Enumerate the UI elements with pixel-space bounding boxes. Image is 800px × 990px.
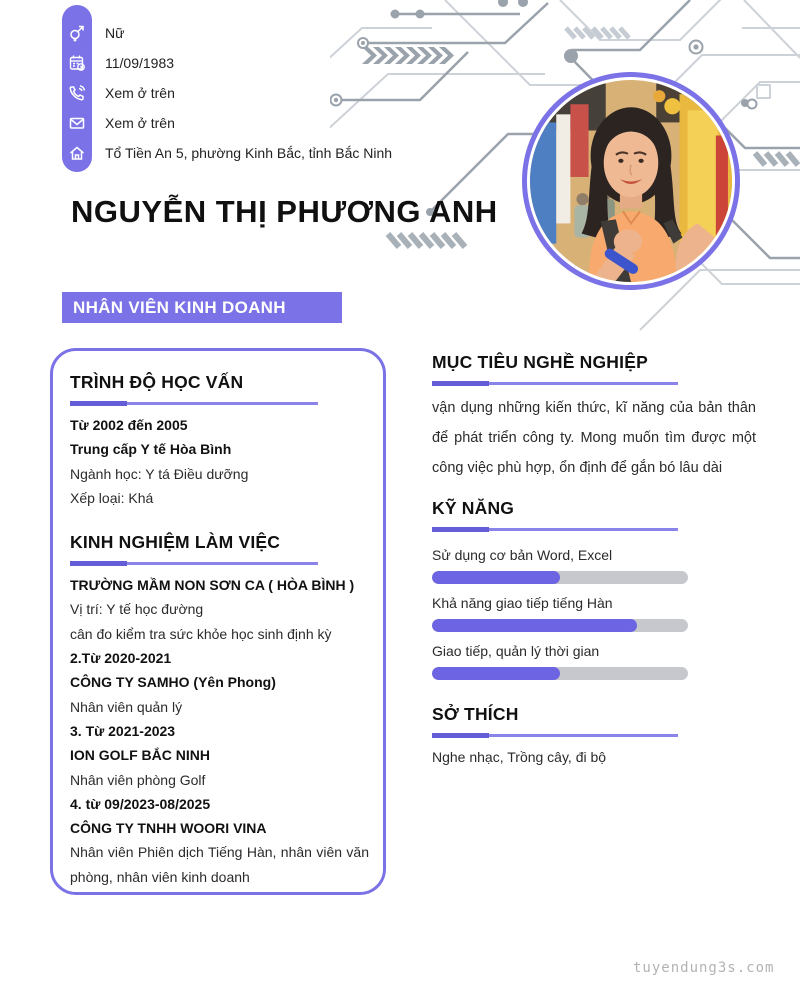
education-line: Ngành học: Y tá Điều dưỡng <box>70 465 249 482</box>
gender-value: Nữ <box>105 25 125 41</box>
experience-line: ION GOLF BẮC NINH <box>70 747 210 764</box>
skill-bar <box>432 571 688 584</box>
email-icon <box>62 114 92 132</box>
contact-row-birthdate <box>62 48 174 78</box>
hobbies-text: Nghe nhạc, Trồng cây, đi bộ <box>432 748 607 765</box>
skill-label: Giao tiếp, quản lý thời gian <box>432 642 600 659</box>
contact-row-phone <box>62 78 175 108</box>
experience-heading: KINH NGHIỆM LÀM VIỆC <box>70 532 281 553</box>
experience-line: 2.Từ 2020-2021 <box>70 650 172 667</box>
address-value: Tổ Tiền An 5, phường Kinh Bắc, tỉnh Bắc Ninh <box>105 145 393 161</box>
birthdate-value: 11/09/1983 <box>105 55 175 71</box>
experience-underline <box>70 562 318 565</box>
contact-row-email <box>62 108 175 138</box>
experience-line: Nhân viên Phiên dịch Tiếng Hàn, nhân viên văn phòng, nhân viên kinh doanh <box>70 844 369 885</box>
education-line: Xếp loại: Khá <box>70 489 154 506</box>
calendar-icon <box>62 54 92 72</box>
right-column <box>432 352 756 765</box>
objective-heading: MỤC TIÊU NGHỀ NGHIỆP <box>432 352 648 372</box>
skills-heading: KỸ NĂNG <box>432 497 515 518</box>
email-value: Xem ở trên <box>105 115 175 131</box>
experience-line: Vị trí: Y tế học đường <box>70 601 204 618</box>
education-line: Trung cấp Y tế Hòa Bình <box>70 441 232 458</box>
home-icon <box>62 144 92 162</box>
candidate-name: NGUYỄN THỊ PHƯƠNG ANH <box>71 194 498 229</box>
phone-icon <box>62 84 92 102</box>
education-line: Từ 2002 đến 2005 <box>70 417 188 433</box>
experience-lines <box>70 573 369 889</box>
hobbies-underline <box>432 734 678 737</box>
experience-line: CÔNG TY SAMHO (Yên Phong) <box>70 674 276 691</box>
objective-text: vận dụng những kiến thức, kĩ năng của bản thân để phát triển công ty. Mong muốn tìm được một công việc phù hợp, ổn định để gắn bó lâu dài <box>432 400 756 476</box>
hobbies-section <box>432 704 756 765</box>
job-title-badge: NHÂN VIÊN KINH DOANH <box>62 292 342 323</box>
contact-row-gender <box>62 18 124 48</box>
profile-photo-frame <box>522 72 740 290</box>
experience-line: Nhân viên phòng Golf <box>70 771 206 788</box>
left-column-box <box>50 348 386 895</box>
skill-bar-fill <box>432 571 560 584</box>
skills-underline <box>432 528 678 531</box>
skill-bar-fill <box>432 619 637 632</box>
experience-line: TRƯỜNG MẦM NON SƠN CA ( HÒA BÌNH ) <box>70 577 355 594</box>
experience-line: 3. Từ 2021-2023 <box>70 722 176 739</box>
skill-label: Khả năng giao tiếp tiếng Hàn <box>432 594 613 611</box>
experience-line: cân đo kiểm tra sức khỏe học sinh định kỳ <box>70 625 332 642</box>
phone-value: Xem ở trên <box>105 85 175 101</box>
gender-icon <box>62 24 92 42</box>
education-underline <box>70 402 318 405</box>
objective-underline <box>432 382 678 385</box>
profile-photo <box>530 80 732 282</box>
skill-label: Sử dụng cơ bản Word, Excel <box>432 546 613 563</box>
watermark: tuyendung3s.com <box>633 960 775 976</box>
hobbies-heading: SỞ THÍCH <box>432 703 519 724</box>
experience-line: CÔNG TY TNHH WOORI VINA <box>70 820 267 837</box>
skill-bar-fill <box>432 667 560 680</box>
experience-line: 4. từ 09/2023-08/2025 <box>70 795 211 812</box>
skill-bar <box>432 667 688 680</box>
education-lines <box>70 413 369 510</box>
skill-bar <box>432 619 688 632</box>
education-heading: TRÌNH ĐỘ HỌC VẤN <box>70 372 244 392</box>
skills-list <box>432 547 756 680</box>
contact-row-address <box>62 138 392 168</box>
experience-line: Nhân viên quản lý <box>70 698 183 715</box>
